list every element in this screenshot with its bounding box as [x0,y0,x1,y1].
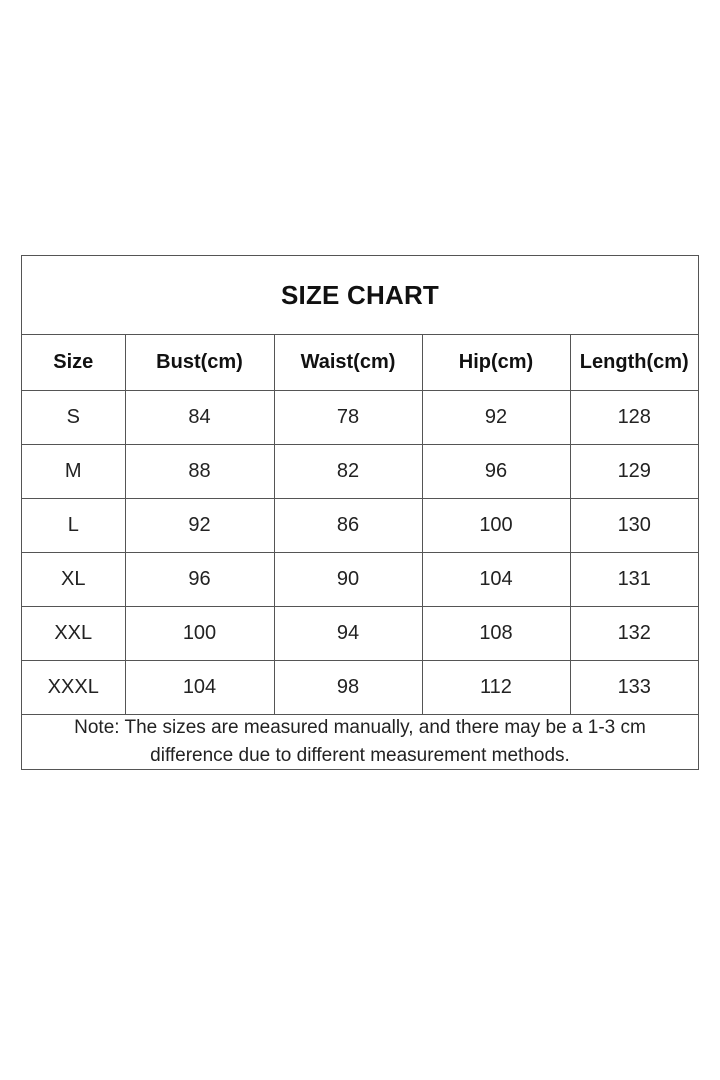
cell-hip: 104 [422,552,570,606]
header-size: Size [22,335,125,390]
table-row [22,390,698,444]
table-row [22,606,698,660]
chart-title: SIZE CHART [281,279,439,310]
cell-size: L [22,498,125,552]
cell-hip: 92 [422,390,570,444]
cell-size: S [22,390,125,444]
header-hip: Hip(cm) [422,335,570,390]
cell-length: 129 [570,444,698,498]
cell-waist: 86 [274,498,422,552]
cell-length: 130 [570,498,698,552]
size-table [22,335,698,715]
table-row [22,552,698,606]
cell-length: 128 [570,390,698,444]
title-row [22,256,698,335]
cell-bust: 96 [125,552,274,606]
size-chart [21,255,699,770]
note-row [22,715,698,769]
cell-bust: 100 [125,606,274,660]
cell-length: 131 [570,552,698,606]
cell-waist: 90 [274,552,422,606]
cell-size: M [22,444,125,498]
cell-size: XXL [22,606,125,660]
cell-size: XXXL [22,660,125,714]
cell-waist: 82 [274,444,422,498]
table-row [22,498,698,552]
header-bust: Bust(cm) [125,335,274,390]
header-waist: Waist(cm) [274,335,422,390]
cell-bust: 88 [125,444,274,498]
cell-size: XL [22,552,125,606]
cell-bust: 84 [125,390,274,444]
cell-length: 132 [570,606,698,660]
cell-bust: 92 [125,498,274,552]
cell-hip: 100 [422,498,570,552]
measurement-note: Note: The sizes are measured manually, and there may be a 1-3 cm difference due to different measurement methods. [74,716,646,766]
cell-hip: 112 [422,660,570,714]
header-length: Length(cm) [570,335,698,390]
cell-waist: 98 [274,660,422,714]
cell-hip: 108 [422,606,570,660]
header-row [22,335,698,390]
cell-hip: 96 [422,444,570,498]
table-row [22,660,698,714]
cell-waist: 78 [274,390,422,444]
cell-waist: 94 [274,606,422,660]
cell-length: 133 [570,660,698,714]
cell-bust: 104 [125,660,274,714]
table-row [22,444,698,498]
